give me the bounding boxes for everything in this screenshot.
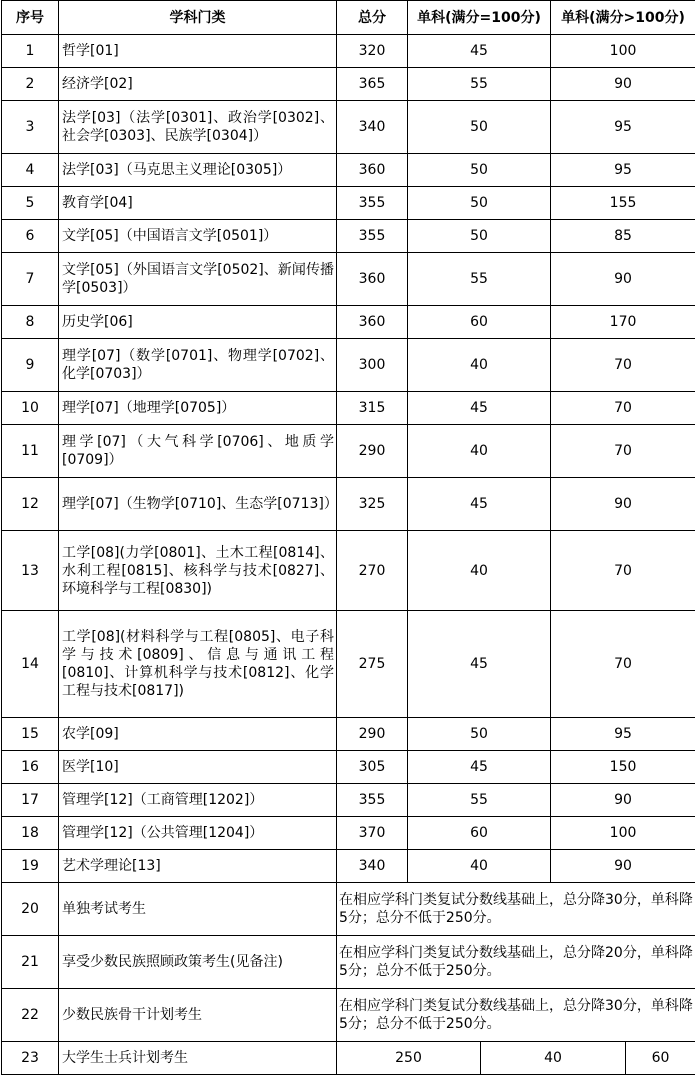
row-no: 15 — [2, 718, 59, 751]
row-total: 320 — [337, 35, 408, 68]
row-subject: 理学[07]（生物学[0710]、生态学[0713]） — [59, 478, 337, 531]
row-total: 325 — [337, 478, 408, 531]
row-total: 290 — [337, 718, 408, 751]
table-row — [2, 751, 695, 784]
row-note: 在相应学科门类复试分数线基础上，总分降30分，单科降5分；总分不低于250分。 — [337, 989, 695, 1042]
row-subject: 理学[07]（数学[0701]、物理学[0702]、化学[0703]） — [59, 339, 337, 392]
row-no: 11 — [2, 425, 59, 478]
row-no: 8 — [2, 306, 59, 339]
row-single-100: 40 — [408, 850, 551, 883]
row-total: 355 — [337, 220, 408, 253]
row-no: 19 — [2, 850, 59, 883]
row-total: 270 — [337, 531, 408, 611]
row-subject: 历史学[06] — [59, 306, 337, 339]
row-no: 16 — [2, 751, 59, 784]
row-single-gt100: 70 — [551, 425, 695, 478]
table-row — [2, 1042, 695, 1075]
row-subject: 农学[09] — [59, 718, 337, 751]
row-subject: 工学[08](材料科学与工程[0805]、电子科学与技术[0809]、信息与通讯工程[0810]、计算机科学与技术[0812]、化学工程与技术[0817]) — [59, 611, 337, 718]
row-no: 12 — [2, 478, 59, 531]
row-total: 355 — [337, 784, 408, 817]
row-subject: 经济学[02] — [59, 68, 337, 101]
row-single-100: 45 — [408, 478, 551, 531]
row-subject: 文学[05]（外国语言文学[0502]、新闻传播学[0503]） — [59, 253, 337, 306]
row-subject: 享受少数民族照顾政策考生(见备注) — [59, 936, 337, 989]
row-single-100: 50 — [408, 101, 551, 154]
row-no: 10 — [2, 392, 59, 425]
row-total: 340 — [337, 101, 408, 154]
row-no: 6 — [2, 220, 59, 253]
row-no: 3 — [2, 101, 59, 154]
row-single-100: 55 — [408, 253, 551, 306]
row-no: 2 — [2, 68, 59, 101]
table-row — [2, 101, 695, 154]
row-subject: 艺术学理论[13] — [59, 850, 337, 883]
row-no: 1 — [2, 35, 59, 68]
row-subject: 单独考试考生 — [59, 883, 337, 936]
row-subject: 大学生士兵计划考生 — [59, 1042, 337, 1075]
row-single-gt100: 150 — [551, 751, 695, 784]
row-subject: 工学[08](力学[0801]、土木工程[0814]、水利工程[0815]、核科学与技术[0827]、环境科学与工程[0830]) — [59, 531, 337, 611]
row-no: 14 — [2, 611, 59, 718]
row-total: 355 — [337, 187, 408, 220]
row-total: 315 — [337, 392, 408, 425]
row-subject: 理学[07]（地理学[0705]） — [59, 392, 337, 425]
row-single-100: 40 — [481, 1042, 626, 1075]
table-row — [2, 425, 695, 478]
row-no: 22 — [2, 989, 59, 1042]
row-no: 7 — [2, 253, 59, 306]
row-subject: 哲学[01] — [59, 35, 337, 68]
table-row — [2, 154, 695, 187]
row-single-gt100: 90 — [551, 850, 695, 883]
row-single-100: 45 — [408, 392, 551, 425]
row-single-gt100: 100 — [551, 817, 695, 850]
row-single-100: 60 — [408, 306, 551, 339]
row-single-gt100: 170 — [551, 306, 695, 339]
row-total: 365 — [337, 68, 408, 101]
row-note: 在相应学科门类复试分数线基础上，总分降20分，单科降5分；总分不低于250分。 — [337, 936, 695, 989]
row-total: 360 — [337, 253, 408, 306]
table-row — [2, 339, 695, 392]
row-note: 在相应学科门类复试分数线基础上，总分降30分，单科降5分；总分不低于250分。 — [337, 883, 695, 936]
row-single-gt100: 70 — [551, 392, 695, 425]
special-row — [2, 936, 695, 989]
row-single-100: 45 — [408, 751, 551, 784]
row-single-100: 60 — [408, 817, 551, 850]
table-row — [2, 220, 695, 253]
header-total: 总分 — [337, 1, 408, 35]
row-single-100: 40 — [408, 425, 551, 478]
row-total: 250 — [337, 1042, 481, 1075]
row-subject: 理学[07]（大气科学[0706]、地质学[0709]） — [59, 425, 337, 478]
row-subject: 教育学[04] — [59, 187, 337, 220]
special-row — [2, 989, 695, 1042]
table-row — [2, 718, 695, 751]
header-subject: 学科门类 — [59, 1, 337, 35]
table-row — [2, 850, 695, 883]
table-row — [2, 531, 695, 611]
row-single-gt100: 100 — [551, 35, 695, 68]
table-row — [2, 478, 695, 531]
row-single-gt100: 90 — [551, 478, 695, 531]
row-total: 300 — [337, 339, 408, 392]
row-subject: 管理学[12]（工商管理[1202]） — [59, 784, 337, 817]
table-row — [2, 306, 695, 339]
row-single-100: 40 — [408, 339, 551, 392]
row-subject: 管理学[12]（公共管理[1204]） — [59, 817, 337, 850]
row-single-gt100: 95 — [551, 718, 695, 751]
header-row — [2, 1, 695, 35]
row-single-gt100: 90 — [551, 784, 695, 817]
row-subject: 医学[10] — [59, 751, 337, 784]
header-no: 序号 — [2, 1, 59, 35]
row-single-100: 50 — [408, 220, 551, 253]
row-no: 21 — [2, 936, 59, 989]
table-row — [2, 784, 695, 817]
table-row — [2, 68, 695, 101]
table-row — [2, 392, 695, 425]
row-single-gt100: 90 — [551, 253, 695, 306]
row-total: 275 — [337, 611, 408, 718]
row-no: 18 — [2, 817, 59, 850]
header-single-100: 单科(满分=100分) — [408, 1, 551, 35]
row-total: 305 — [337, 751, 408, 784]
cutoff-score-table — [1, 0, 695, 1075]
header-single-gt100: 单科(满分>100分) — [551, 1, 695, 35]
row-subject: 法学[03]（法学[0301]、政治学[0302]、社会学[0303]、民族学[0304]） — [59, 101, 337, 154]
row-single-100: 50 — [408, 718, 551, 751]
row-single-100: 55 — [408, 68, 551, 101]
row-single-100: 50 — [408, 154, 551, 187]
row-single-gt100: 70 — [551, 339, 695, 392]
row-single-gt100: 85 — [551, 220, 695, 253]
row-no: 23 — [2, 1042, 59, 1075]
row-no: 20 — [2, 883, 59, 936]
row-single-gt100: 95 — [551, 101, 695, 154]
row-single-gt100: 70 — [551, 531, 695, 611]
row-single-100: 40 — [408, 531, 551, 611]
row-total: 340 — [337, 850, 408, 883]
row-no: 4 — [2, 154, 59, 187]
row-single-gt100: 90 — [551, 68, 695, 101]
row-total: 370 — [337, 817, 408, 850]
row-subject: 文学[05]（中国语言文学[0501]） — [59, 220, 337, 253]
table-row — [2, 611, 695, 718]
row-single-100: 50 — [408, 187, 551, 220]
row-subject: 法学[03]（马克思主义理论[0305]） — [59, 154, 337, 187]
row-no: 17 — [2, 784, 59, 817]
row-no: 9 — [2, 339, 59, 392]
row-single-gt100: 95 — [551, 154, 695, 187]
row-subject: 少数民族骨干计划考生 — [59, 989, 337, 1042]
table-row — [2, 187, 695, 220]
table-row — [2, 817, 695, 850]
row-single-100: 45 — [408, 35, 551, 68]
row-total: 360 — [337, 306, 408, 339]
row-no: 5 — [2, 187, 59, 220]
row-single-100: 55 — [408, 784, 551, 817]
table-row — [2, 253, 695, 306]
row-no: 13 — [2, 531, 59, 611]
special-row — [2, 883, 695, 936]
table-row — [2, 35, 695, 68]
row-total: 290 — [337, 425, 408, 478]
row-single-gt100: 70 — [551, 611, 695, 718]
row-single-gt100: 155 — [551, 187, 695, 220]
row-single-gt100: 60 — [626, 1042, 695, 1075]
row-total: 360 — [337, 154, 408, 187]
row-single-100: 45 — [408, 611, 551, 718]
